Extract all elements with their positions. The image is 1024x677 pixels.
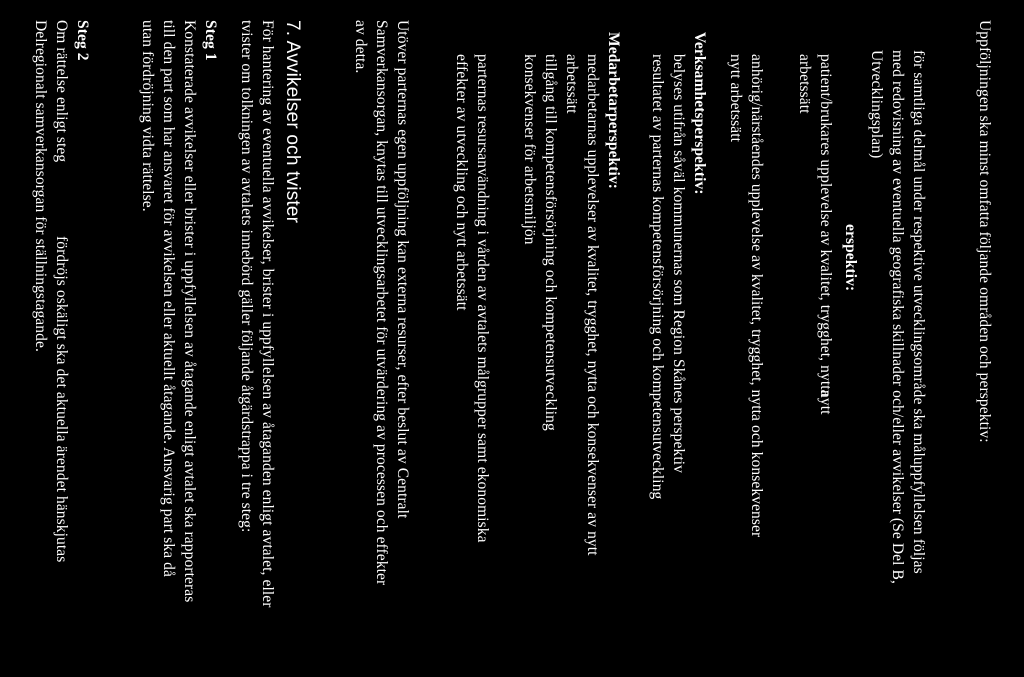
- extern-line-2: Samverkansorgan, knytas till utvecklingsarbetet för utvärdering av processen och effekter: [373, 20, 390, 586]
- step-1-line-1: Konstaterade avvikelser eller brister i uppfyllelsen av åtagande enligt avtalet ska rapporteras: [181, 20, 198, 603]
- section-7-heading: 7. Avvikelser och tvister: [282, 20, 303, 224]
- delmal-line-2: med redovisning av eventuella geografiska skillnader och/eller avvikelser (Se Del B,: [889, 50, 906, 584]
- delmal-line-1: för samtliga delmål under respektive utvecklingsområde ska måluppfyllelsen följas: [910, 50, 927, 574]
- verksamhet-line-2: resultatet av parternas kompetensförsörjning och kompetensutveckling: [649, 54, 666, 500]
- anhorig-line-1: anhörig/närståendes upplevelse av kvalitet, trygghet, nytta och konsekvenser: [748, 54, 765, 538]
- medarbetar-line-1: medarbetarnas upplevelser av kvalitet, trygghet, nytta och konsekvenser av nytt: [584, 54, 601, 556]
- medarbetar-heading: Medarbetarperspektiv:: [605, 32, 622, 190]
- step-1-line-3: utan fördröjning vidta rättelse.: [139, 20, 156, 212]
- avvikelser-intro-2: tvister om tolkningen av avtalets innebörd gäller följande åtgärdstrappa i tre steg:: [238, 20, 255, 533]
- verksamhet-heading: Verksamhetsperspektiv:: [691, 32, 708, 195]
- patient-line-1: patient/brukares upplevelse av kvalitet, trygghet, nytta: [817, 54, 834, 397]
- step-2-line-1: Om rättelse enligt steg: [53, 20, 70, 163]
- perspective-heading: erspektiv:: [842, 224, 859, 292]
- step-1-line-2: till den part som har ansvaret för avvikelsen eller aktuellt åtagande. Ansvarig part ska då: [160, 20, 177, 578]
- uppfoljning-intro: Uppföljningen ska minst omfatta följande områden och perspektiv:: [976, 20, 993, 443]
- anhorig-line-2: nytt arbetssätt: [727, 54, 744, 143]
- resurs-line-1: parternas resursanvändning i vården av avtalets målgrupper samt ekonomiska: [474, 54, 491, 543]
- step-2-heading: Steg 2: [74, 20, 91, 61]
- patient-line-2: arbetssätt: [796, 54, 813, 114]
- medarbetar-line-4: konsekvenser för arbetsmiljön: [521, 54, 538, 245]
- step-2-line-2: Delregionalt samverkansorgan för ställningstagande.: [32, 20, 49, 352]
- extern-line-3: av detta.: [352, 20, 369, 74]
- delmal-line-3: Utvecklingsplan): [868, 50, 885, 159]
- patient-line-1-end: nytt: [817, 390, 834, 415]
- medarbetar-line-2: arbetssätt: [563, 54, 580, 114]
- avvikelser-intro-1: För hantering av eventuella avvikelser, brister i uppfyllelsen av åtaganden enligt avtalet, eller: [259, 20, 276, 608]
- extern-line-1: Utöver parternas egen uppföljning kan externa resurser, efter beslut av Centralt: [394, 20, 411, 519]
- resurs-line-2: effekter av utveckling och nytt arbetssätt: [453, 54, 470, 311]
- medarbetar-line-3: tillgång till kompetensförsörjning och kompetensutveckling: [542, 54, 559, 431]
- verksamhet-line-1: belyses utifrån såväl kommunernas som Region Skånes perspektiv: [670, 54, 687, 474]
- step-2-line-1-end: fördröjs oskäligt ska det aktuella ärendet hänskjutas: [53, 236, 70, 563]
- step-1-heading: Steg 1: [202, 20, 219, 61]
